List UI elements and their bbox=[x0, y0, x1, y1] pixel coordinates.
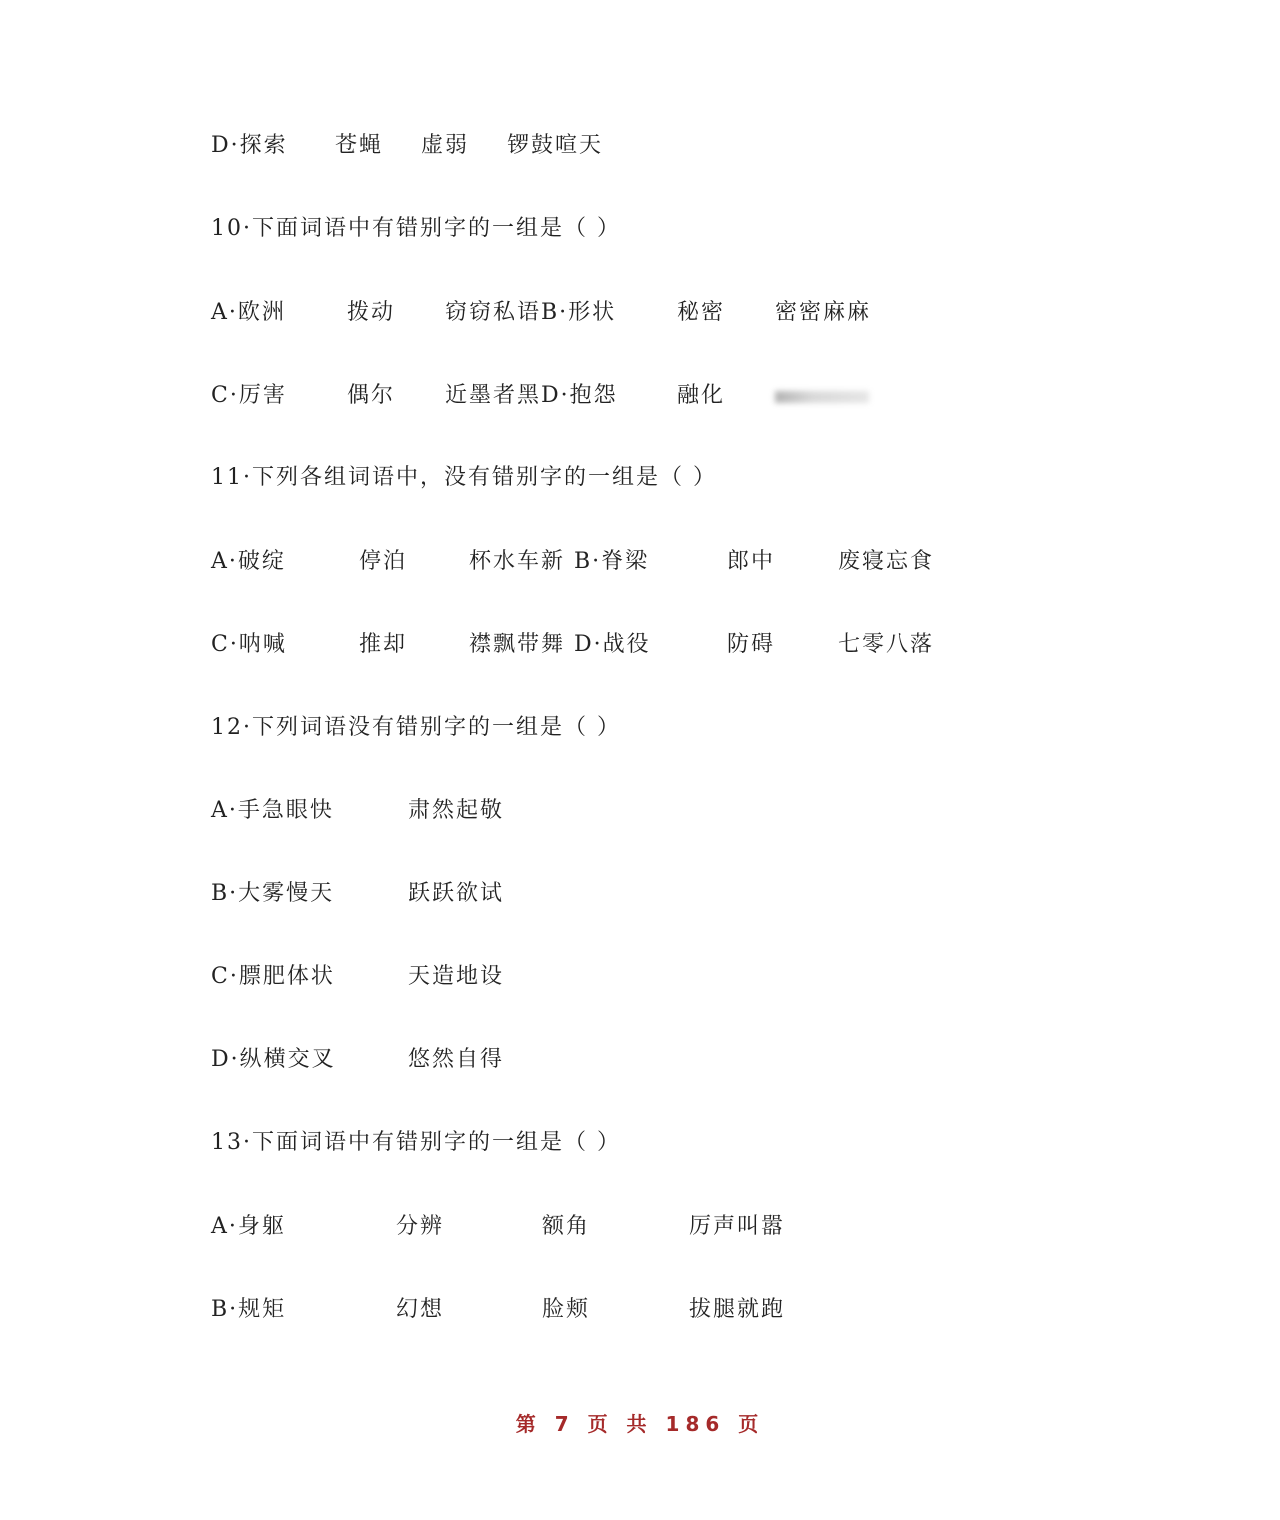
option-word: 悠然自得 bbox=[408, 1047, 505, 1072]
option-prefix: D·探索 bbox=[211, 133, 288, 158]
page-label-post: 页 bbox=[738, 1412, 765, 1436]
option-word: 偶尔 bbox=[347, 383, 396, 408]
option-word: 废寝忘食 bbox=[838, 549, 935, 574]
option-word: 虚弱 bbox=[421, 133, 470, 158]
question-13: 13·下面词语中有错别字的一组是（ ） bbox=[211, 1130, 621, 1155]
option-word: 窃窃私语B·形状 bbox=[445, 300, 617, 325]
option-word: 密密麻麻 bbox=[775, 300, 872, 325]
blurred-redaction bbox=[775, 391, 869, 403]
option-word: 防碍 bbox=[727, 632, 776, 657]
option-word: 额角 bbox=[542, 1214, 591, 1239]
option-prefix: A·破绽 bbox=[211, 549, 286, 574]
option-word: 拨动 bbox=[347, 300, 396, 325]
option-word: 七零八落 bbox=[838, 632, 935, 657]
option-word: 停泊 bbox=[359, 549, 408, 574]
question-11: 11·下列各组词语中，没有错别字的一组是（ ） bbox=[211, 465, 717, 490]
question-10: 10·下面词语中有错别字的一组是（ ） bbox=[211, 216, 621, 241]
current-page-number: 7 bbox=[554, 1412, 575, 1436]
option-word: 天造地设 bbox=[408, 964, 505, 989]
option-prefix: C·膘肥体状 bbox=[211, 964, 335, 989]
question-12: 12·下列词语没有错别字的一组是（ ） bbox=[211, 715, 621, 740]
option-prefix: A·欧洲 bbox=[211, 300, 286, 325]
option-prefix: C·厉害 bbox=[211, 383, 287, 408]
option-word: 幻想 bbox=[396, 1297, 445, 1322]
option-word: 脸颊 bbox=[542, 1297, 591, 1322]
page-counter bbox=[0, 1408, 1280, 1437]
page-label-pre: 第 bbox=[515, 1412, 542, 1436]
option-word: 推却 bbox=[359, 632, 408, 657]
option-word: 郎中 bbox=[727, 549, 776, 574]
option-prefix: D·纵横交叉 bbox=[211, 1047, 336, 1072]
option-prefix: B·规矩 bbox=[211, 1297, 287, 1322]
option-word: 分辨 bbox=[396, 1214, 445, 1239]
option-word: 苍蝇 bbox=[335, 133, 384, 158]
option-prefix: A·身躯 bbox=[211, 1214, 286, 1239]
option-word: 肃然起敬 bbox=[408, 798, 505, 823]
option-word: 拔腿就跑 bbox=[689, 1297, 786, 1322]
option-prefix: B·大雾慢天 bbox=[211, 881, 335, 906]
option-prefix: A·手急眼快 bbox=[211, 798, 334, 823]
option-word: 秘密 bbox=[677, 300, 726, 325]
page-label-mid: 页 共 bbox=[587, 1412, 653, 1436]
total-pages-number: 186 bbox=[665, 1412, 726, 1436]
option-word: 杯水车新 B·脊梁 bbox=[469, 549, 650, 574]
option-word: 近墨者黑D·抱怨 bbox=[445, 383, 618, 408]
option-prefix: C·呐喊 bbox=[211, 632, 287, 657]
option-word: 襟飘带舞 D·战役 bbox=[469, 632, 651, 657]
option-word: 跃跃欲试 bbox=[408, 881, 505, 906]
option-word: 融化 bbox=[677, 383, 726, 408]
option-word: 厉声叫嚣 bbox=[689, 1214, 786, 1239]
option-word: 锣鼓喧天 bbox=[507, 133, 604, 158]
